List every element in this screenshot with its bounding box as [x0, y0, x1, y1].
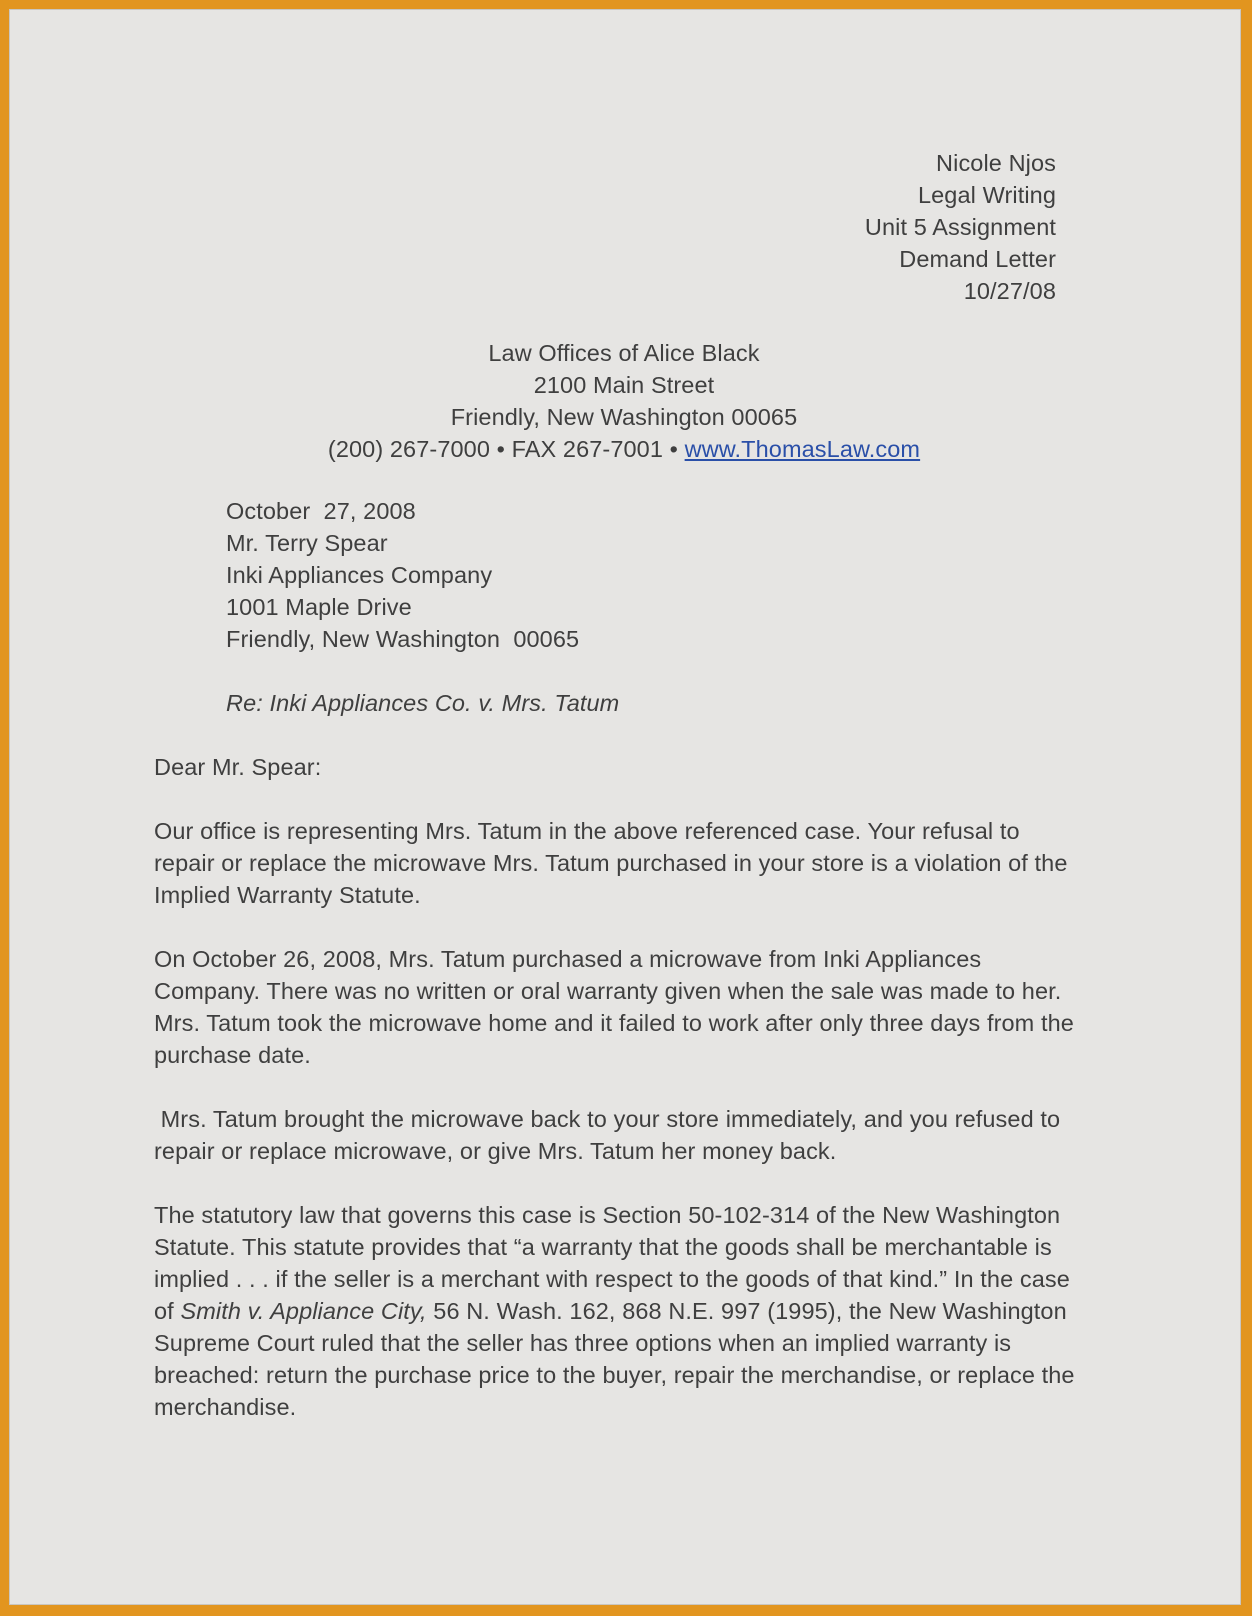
body-line: merchandise.	[154, 1394, 297, 1420]
firm-street: 2100 Main Street	[533, 372, 715, 398]
case-name: Smith v. Appliance City,	[180, 1298, 427, 1324]
body-line: purchase date.	[154, 1042, 311, 1068]
case-cite: 56 N. Wash. 162, 868 N.E. 997 (1995), the New Washington	[426, 1298, 1067, 1324]
assignment-name: Unit 5 Assignment	[864, 214, 1056, 240]
body-line: Mrs. Tatum brought the microwave back to your store immediately, and you refused to	[154, 1106, 1061, 1132]
body-line: On October 26, 2008, Mrs. Tatum purchased a microwave from Inki Appliances	[154, 946, 982, 972]
body-line: implied . . . if the seller is a merchant with respect to the goods of that kind.” In the case	[154, 1266, 1070, 1292]
body-line: Our office is representing Mrs. Tatum in the above referenced case. Your refusal to	[154, 818, 1020, 844]
header-date: 10/27/08	[963, 278, 1056, 304]
recipient-company: Inki Appliances Company	[226, 562, 493, 588]
recipient-street: 1001 Maple Drive	[226, 594, 412, 620]
body-line: Mrs. Tatum took the microwave home and it failed to work after only three days from the	[154, 1010, 1074, 1036]
body-line: The statutory law that governs this case is Section 50-102-314 of the New Washington	[154, 1202, 1061, 1228]
firm-phone-fax: (200) 267-7000 • FAX 267-7001 •	[327, 436, 685, 462]
body-line: breached: return the purchase price to the buyer, repair the merchandise, or replace the	[154, 1362, 1075, 1388]
recipient-city: Friendly, New Washington 00065	[226, 626, 580, 652]
recipient-name: Mr. Terry Spear	[226, 530, 388, 556]
body-line: repair or replace microwave, or give Mrs. Tatum her money back.	[154, 1138, 837, 1164]
letter-page	[9, 9, 1241, 1605]
letter-date: October 27, 2008	[226, 498, 416, 524]
body-line-case-citation	[154, 1295, 1067, 1327]
case-prefix: of	[154, 1298, 181, 1324]
author-name: Nicole Njos	[936, 150, 1056, 176]
body-line: Supreme Court ruled that the seller has three options when an implied warranty is	[154, 1330, 1012, 1356]
document-type: Demand Letter	[899, 246, 1056, 272]
firm-contact	[10, 433, 1238, 465]
body-line: Implied Warranty Statute.	[154, 882, 421, 908]
re-line: Re: Inki Appliances Co. v. Mrs. Tatum	[226, 690, 620, 716]
firm-name: Law Offices of Alice Black	[488, 340, 760, 366]
body-line: Statute. This statute provides that “a warranty that the goods shall be merchantable is	[154, 1234, 1052, 1260]
firm-city: Friendly, New Washington 00065	[450, 404, 798, 430]
salutation: Dear Mr. Spear:	[154, 754, 322, 780]
body-line: repair or replace the microwave Mrs. Tatum purchased in your store is a violation of the	[154, 850, 1068, 876]
firm-website-link[interactable]: www.ThomasLaw.com	[684, 436, 921, 462]
body-line: Company. There was no written or oral warranty given when the sale was made to her.	[154, 978, 1062, 1004]
course-name: Legal Writing	[917, 182, 1056, 208]
